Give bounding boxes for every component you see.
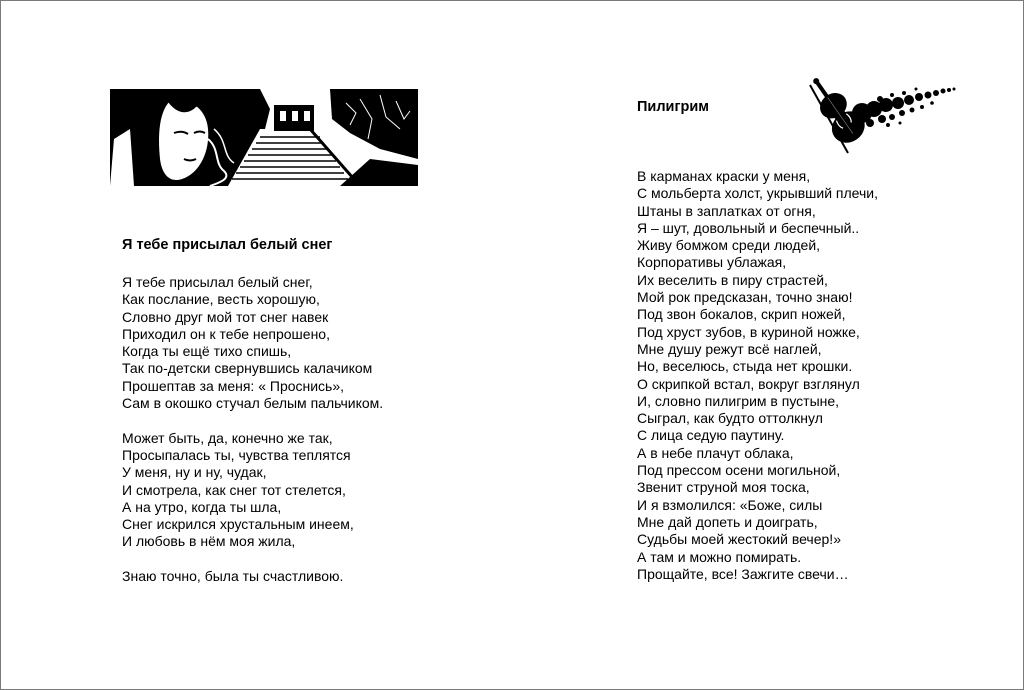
poem-line: Мне дай допеть и доиграть, xyxy=(637,513,818,530)
poem-body xyxy=(637,168,878,600)
poem-line: Просыпалась ты, чувства теплятся xyxy=(122,446,351,463)
poem-title: Я тебе присылал белый снег xyxy=(122,237,333,253)
poem-line: У меня, ну и ну, чудак, xyxy=(122,464,267,481)
poem-line: Мой рок предсказан, точно знаю! xyxy=(637,289,853,306)
poem-line: Когда ты ещё тихо спишь, xyxy=(122,343,292,360)
poem-line: Снег искрился хрустальным инеем, xyxy=(122,516,354,533)
poem-line: Я тебе присылал белый снег, xyxy=(122,274,313,290)
poem-line: В карманах краски у меня, xyxy=(637,168,811,184)
poem-line: А в небе плачут облака, xyxy=(637,444,794,461)
poem-line: Их веселить в пиру страстей, xyxy=(637,271,828,288)
poem-line: Прощайте, все! Зажгите свечи… xyxy=(637,565,849,582)
left-page xyxy=(1,1,512,689)
poem-line: Судьбы моей жестокий вечер!» xyxy=(637,531,841,548)
poem-line: С лица седую паутину. xyxy=(637,427,785,444)
poem-line: Приходил он к тебе непрошено, xyxy=(122,325,330,342)
poem-line: Под прессом осени могильной, xyxy=(637,462,841,479)
poem-line: Сыграл, как будто оттолкнул xyxy=(637,410,823,427)
poem-line: И, словно пилигрим в пустыне, xyxy=(637,392,840,409)
poem-line: И любовь в нём моя жила, xyxy=(122,533,296,550)
poem-line: Живу бомжом среди людей, xyxy=(637,237,821,254)
poem-line: И смотрела, как снег тот стелется, xyxy=(122,481,346,498)
poem-line: Прошептав за меня: « Проснись», xyxy=(122,377,345,394)
stanza xyxy=(122,274,383,412)
stanza xyxy=(122,430,383,551)
poem-title: Пилигрим xyxy=(637,99,709,115)
poem-line: Мне душу режут всё наглей, xyxy=(637,340,822,357)
woman-and-staircase-illustration xyxy=(110,89,418,186)
poem-line: Может быть, да, конечно же так, xyxy=(122,429,333,446)
poem-line: Как послание, весть хорошую, xyxy=(122,291,320,308)
stanza xyxy=(122,568,383,585)
poem-line: О скрипкой встал, вокруг взглянул xyxy=(637,375,860,392)
poem-line: Словно друг мой тот снег навек xyxy=(122,308,329,325)
stanza xyxy=(637,168,878,583)
right-page xyxy=(512,1,1023,689)
poem-line: Так по-детски свернувшись калачиком xyxy=(122,360,373,377)
poem-line: Штаны в заплатках от огня, xyxy=(637,202,816,219)
poem-line: Звенит струной моя тоска, xyxy=(637,479,810,496)
poem-line: Корпоративы ублажая, xyxy=(637,254,787,271)
poem-line: Под хруст зубов, в куриной ножке, xyxy=(637,323,860,340)
poem-line: Сам в окошко стучал белым пальчиком. xyxy=(122,395,384,412)
poem-line: Знаю точно, была ты счастливою. xyxy=(122,568,344,585)
violin-splash-illustration xyxy=(792,73,962,155)
poem-line: Под звон бокалов, скрип ножей, xyxy=(637,306,846,323)
poem-line: А там и можно помирать. xyxy=(637,548,802,565)
poem-line: Я – шут, довольный и беспечный.. xyxy=(637,219,860,236)
poem-line: Но, веселюсь, стыда нет крошки. xyxy=(637,358,853,375)
poem-line: С мольберта холст, укрывший плечи, xyxy=(637,185,879,202)
poem-line: И я взмолился: «Боже, силы xyxy=(637,496,823,513)
poem-body xyxy=(122,274,383,603)
poem-line: А на утро, когда ты шла, xyxy=(122,498,282,515)
